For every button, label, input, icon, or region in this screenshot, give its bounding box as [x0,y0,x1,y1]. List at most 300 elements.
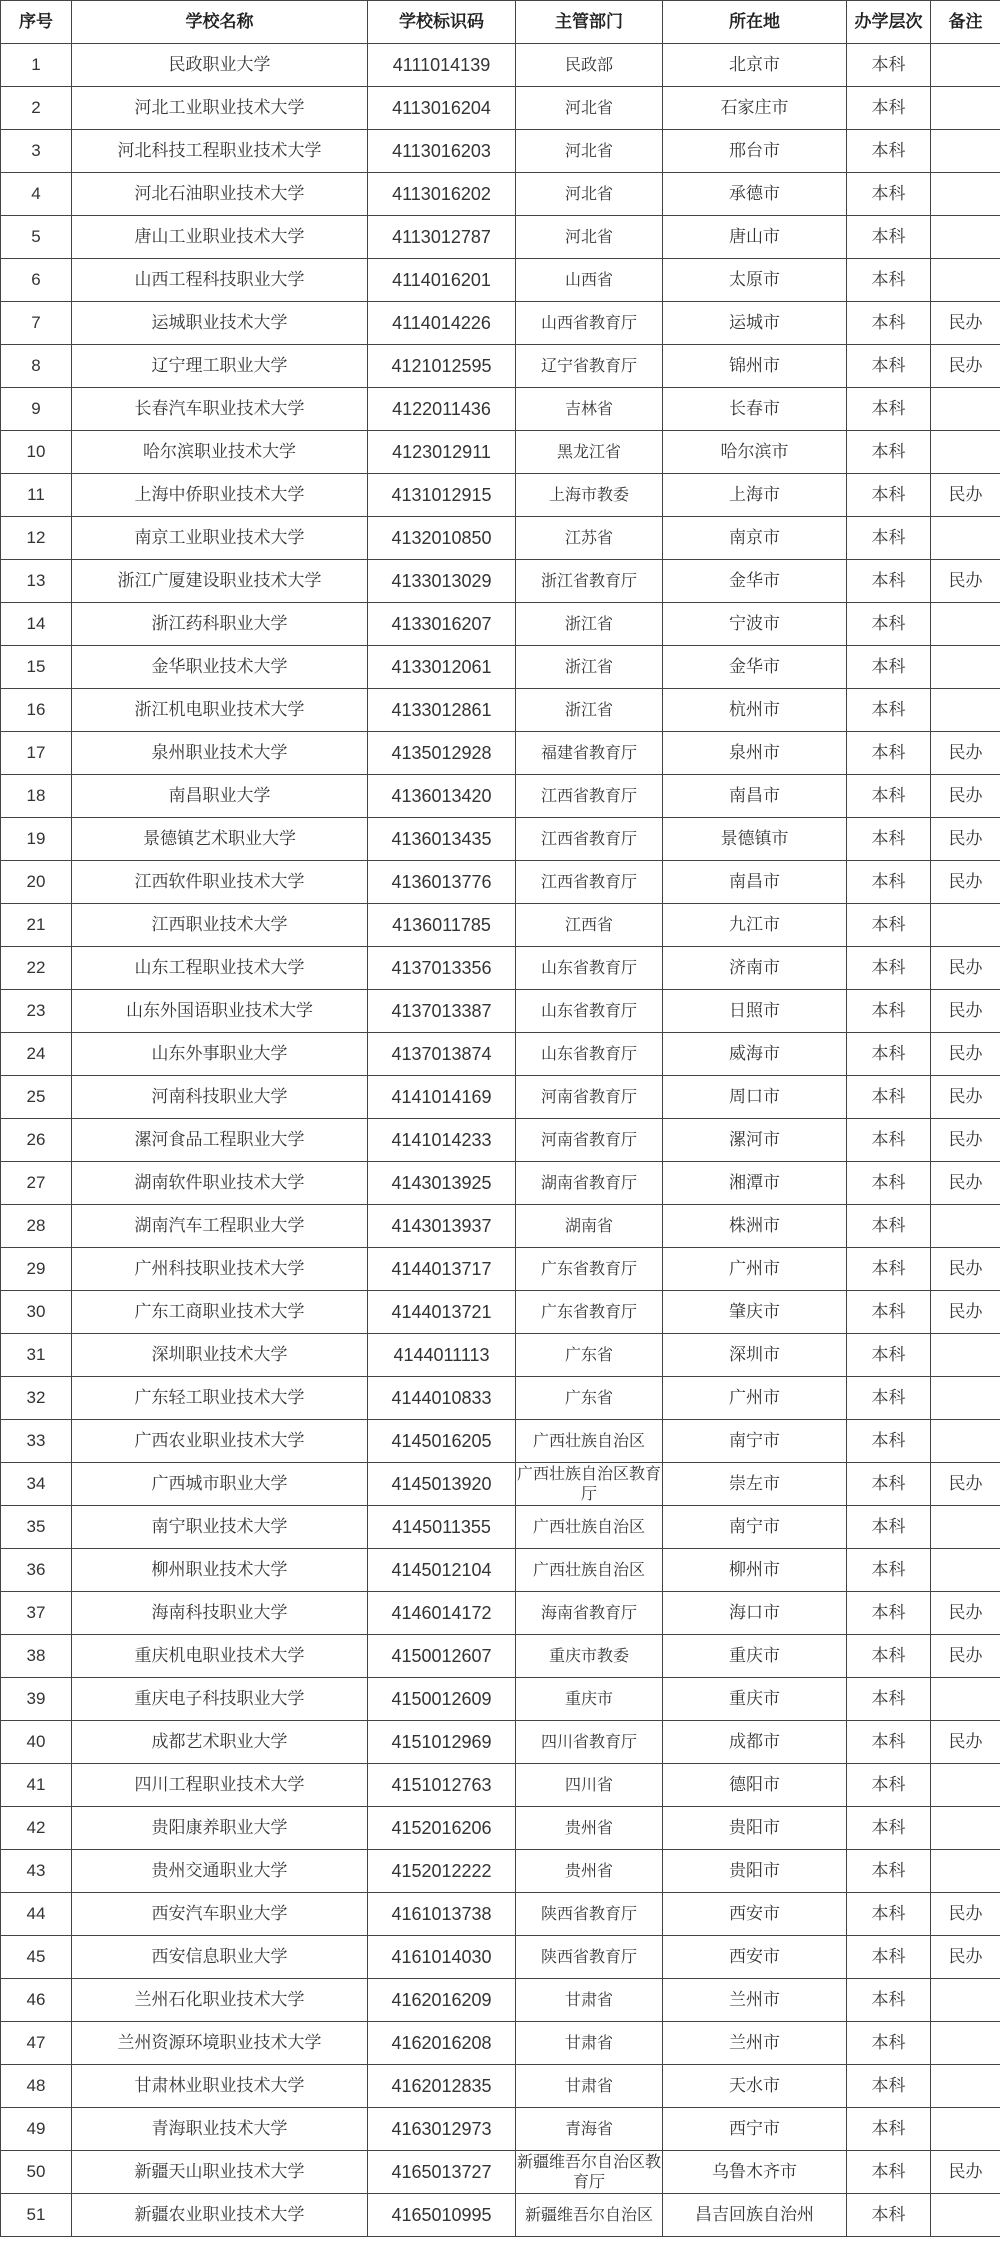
cell-remarks: 民办 [931,861,1000,904]
cell-school-name: 广东工商职业技术大学 [72,1291,368,1334]
table-row [1,689,1000,732]
cell-school-code: 4150012607 [368,1635,516,1678]
cell-location: 南宁市 [663,1420,847,1463]
cell-school-code: 4144011113 [368,1334,516,1377]
cell-index: 7 [1,302,72,345]
cell-location: 南京市 [663,517,847,560]
cell-department: 河北省 [516,130,663,173]
cell-level: 本科 [847,2151,931,2194]
cell-index: 33 [1,1420,72,1463]
cell-department: 河北省 [516,173,663,216]
table-row [1,1506,1000,1549]
header-school-code: 学校标识码 [368,1,516,44]
cell-department: 江西省教育厅 [516,775,663,818]
table-row [1,990,1000,1033]
cell-school-name: 西安信息职业大学 [72,1936,368,1979]
cell-index: 46 [1,1979,72,2022]
cell-level: 本科 [847,1205,931,1248]
cell-department: 辽宁省教育厅 [516,345,663,388]
cell-level: 本科 [847,44,931,87]
table-row [1,560,1000,603]
table-row [1,173,1000,216]
cell-school-code: 4165013727 [368,2151,516,2194]
cell-department: 福建省教育厅 [516,732,663,775]
cell-remarks: 民办 [931,1463,1000,1506]
cell-location: 承德市 [663,173,847,216]
cell-department: 江西省 [516,904,663,947]
table-row [1,1076,1000,1119]
cell-index: 26 [1,1119,72,1162]
cell-location: 天水市 [663,2065,847,2108]
cell-school-name: 深圳职业技术大学 [72,1334,368,1377]
cell-school-name: 河北工业职业技术大学 [72,87,368,130]
cell-level: 本科 [847,216,931,259]
cell-school-code: 4141014169 [368,1076,516,1119]
cell-school-code: 4152016206 [368,1807,516,1850]
cell-index: 25 [1,1076,72,1119]
cell-school-code: 4113016204 [368,87,516,130]
cell-school-code: 4113016202 [368,173,516,216]
cell-remarks [931,2108,1000,2151]
cell-index: 44 [1,1893,72,1936]
cell-school-name: 广州科技职业技术大学 [72,1248,368,1291]
cell-department: 甘肃省 [516,1979,663,2022]
cell-department: 吉林省 [516,388,663,431]
cell-level: 本科 [847,861,931,904]
cell-school-code: 4133012861 [368,689,516,732]
cell-remarks [931,1549,1000,1592]
table-row [1,302,1000,345]
cell-location: 广州市 [663,1377,847,1420]
cell-school-code: 4111014139 [368,44,516,87]
cell-department: 陕西省教育厅 [516,1936,663,1979]
cell-level: 本科 [847,1248,931,1291]
table-row [1,1549,1000,1592]
cell-index: 29 [1,1248,72,1291]
cell-level: 本科 [847,1635,931,1678]
cell-school-code: 4114014226 [368,302,516,345]
cell-school-code: 4162012835 [368,2065,516,2108]
cell-location: 重庆市 [663,1635,847,1678]
cell-department: 甘肃省 [516,2065,663,2108]
cell-index: 12 [1,517,72,560]
cell-level: 本科 [847,431,931,474]
cell-school-name: 辽宁理工职业大学 [72,345,368,388]
cell-school-code: 4137013874 [368,1033,516,1076]
cell-school-code: 4137013387 [368,990,516,1033]
cell-department: 河南省教育厅 [516,1076,663,1119]
cell-level: 本科 [847,1506,931,1549]
cell-remarks [931,216,1000,259]
cell-level: 本科 [847,474,931,517]
table-row [1,1764,1000,1807]
cell-location: 景德镇市 [663,818,847,861]
cell-location: 泉州市 [663,732,847,775]
cell-level: 本科 [847,345,931,388]
cell-location: 威海市 [663,1033,847,1076]
cell-level: 本科 [847,2194,931,2237]
cell-location: 株洲市 [663,1205,847,1248]
cell-remarks: 民办 [931,1076,1000,1119]
cell-school-name: 广西城市职业大学 [72,1463,368,1506]
cell-level: 本科 [847,1592,931,1635]
cell-remarks [931,87,1000,130]
cell-school-code: 4136013420 [368,775,516,818]
cell-location: 锦州市 [663,345,847,388]
cell-school-code: 4131012915 [368,474,516,517]
table-row [1,388,1000,431]
cell-location: 石家庄市 [663,87,847,130]
cell-level: 本科 [847,173,931,216]
cell-location: 北京市 [663,44,847,87]
cell-remarks [931,603,1000,646]
cell-location: 肇庆市 [663,1291,847,1334]
cell-school-code: 4145012104 [368,1549,516,1592]
cell-remarks: 民办 [931,1936,1000,1979]
cell-school-name: 金华职业技术大学 [72,646,368,689]
cell-location: 杭州市 [663,689,847,732]
cell-department: 广东省教育厅 [516,1248,663,1291]
cell-level: 本科 [847,1076,931,1119]
cell-location: 西安市 [663,1893,847,1936]
cell-department: 河南省教育厅 [516,1119,663,1162]
cell-department: 广东省 [516,1377,663,1420]
cell-remarks [931,517,1000,560]
cell-remarks [931,904,1000,947]
cell-location: 贵阳市 [663,1807,847,1850]
cell-index: 11 [1,474,72,517]
table-body [1,44,1000,2237]
cell-index: 43 [1,1850,72,1893]
cell-index: 40 [1,1721,72,1764]
cell-level: 本科 [847,1721,931,1764]
cell-index: 35 [1,1506,72,1549]
table-row [1,1162,1000,1205]
cell-remarks [931,1807,1000,1850]
cell-department: 山西省教育厅 [516,302,663,345]
cell-school-name: 西安汽车职业大学 [72,1893,368,1936]
cell-school-name: 南京工业职业技术大学 [72,517,368,560]
cell-school-code: 4163012973 [368,2108,516,2151]
cell-school-name: 漯河食品工程职业大学 [72,1119,368,1162]
cell-department: 广西壮族自治区教育厅 [516,1463,663,1506]
cell-level: 本科 [847,388,931,431]
cell-location: 昌吉回族自治州 [663,2194,847,2237]
cell-remarks: 民办 [931,1033,1000,1076]
cell-location: 唐山市 [663,216,847,259]
cell-remarks [931,646,1000,689]
table-row [1,861,1000,904]
cell-school-code: 4141014233 [368,1119,516,1162]
table-row [1,1334,1000,1377]
cell-school-name: 重庆机电职业技术大学 [72,1635,368,1678]
table-row [1,1033,1000,1076]
cell-remarks [931,173,1000,216]
cell-school-code: 4143013937 [368,1205,516,1248]
cell-remarks [931,1334,1000,1377]
table-row [1,2065,1000,2108]
cell-index: 36 [1,1549,72,1592]
cell-school-code: 4113012787 [368,216,516,259]
table-row [1,2194,1000,2237]
cell-location: 运城市 [663,302,847,345]
cell-department: 甘肃省 [516,2022,663,2065]
cell-index: 5 [1,216,72,259]
table-row [1,732,1000,775]
cell-index: 9 [1,388,72,431]
cell-department: 重庆市教委 [516,1635,663,1678]
cell-department: 浙江省 [516,603,663,646]
cell-department: 湖南省教育厅 [516,1162,663,1205]
cell-school-name: 四川工程职业技术大学 [72,1764,368,1807]
table-row [1,1807,1000,1850]
cell-remarks [931,388,1000,431]
cell-remarks: 民办 [931,1721,1000,1764]
cell-school-name: 甘肃林业职业技术大学 [72,2065,368,2108]
cell-level: 本科 [847,1549,931,1592]
cell-level: 本科 [847,2065,931,2108]
cell-school-code: 4165010995 [368,2194,516,2237]
cell-level: 本科 [847,1033,931,1076]
cell-level: 本科 [847,1893,931,1936]
cell-school-name: 运城职业技术大学 [72,302,368,345]
cell-school-name: 新疆农业职业技术大学 [72,2194,368,2237]
cell-remarks: 民办 [931,732,1000,775]
cell-remarks [931,1979,1000,2022]
cell-department: 江苏省 [516,517,663,560]
table-row [1,345,1000,388]
cell-location: 德阳市 [663,1764,847,1807]
cell-school-name: 唐山工业职业技术大学 [72,216,368,259]
cell-school-name: 浙江药科职业大学 [72,603,368,646]
cell-school-code: 4144013721 [368,1291,516,1334]
cell-remarks: 民办 [931,302,1000,345]
cell-location: 兰州市 [663,1979,847,2022]
cell-remarks: 民办 [931,345,1000,388]
cell-department: 贵州省 [516,1850,663,1893]
cell-location: 贵阳市 [663,1850,847,1893]
table-row [1,431,1000,474]
cell-remarks [931,44,1000,87]
cell-department: 贵州省 [516,1807,663,1850]
table-row [1,1721,1000,1764]
cell-school-code: 4150012609 [368,1678,516,1721]
cell-school-name: 江西软件职业技术大学 [72,861,368,904]
cell-index: 45 [1,1936,72,1979]
cell-department: 新疆维吾尔自治区教育厅 [516,2151,663,2194]
cell-remarks [931,1377,1000,1420]
cell-school-code: 4133012061 [368,646,516,689]
cell-department: 江西省教育厅 [516,861,663,904]
header-school-name: 学校名称 [72,1,368,44]
cell-department: 黑龙江省 [516,431,663,474]
cell-location: 广州市 [663,1248,847,1291]
cell-school-code: 4121012595 [368,345,516,388]
header-remarks: 备注 [931,1,1000,44]
cell-remarks [931,130,1000,173]
cell-remarks [931,1764,1000,1807]
header-level: 办学层次 [847,1,931,44]
cell-school-name: 广东轻工职业技术大学 [72,1377,368,1420]
cell-school-name: 贵阳康养职业大学 [72,1807,368,1850]
cell-school-name: 成都艺术职业大学 [72,1721,368,1764]
cell-location: 重庆市 [663,1678,847,1721]
table-row [1,1893,1000,1936]
cell-location: 成都市 [663,1721,847,1764]
cell-department: 四川省教育厅 [516,1721,663,1764]
cell-level: 本科 [847,646,931,689]
cell-school-name: 青海职业技术大学 [72,2108,368,2151]
table-row [1,775,1000,818]
cell-location: 崇左市 [663,1463,847,1506]
cell-school-code: 4122011436 [368,388,516,431]
cell-location: 日照市 [663,990,847,1033]
cell-school-name: 景德镇艺术职业大学 [72,818,368,861]
cell-location: 南昌市 [663,861,847,904]
cell-remarks [931,431,1000,474]
cell-school-code: 4136011785 [368,904,516,947]
cell-department: 浙江省 [516,689,663,732]
cell-remarks: 民办 [931,775,1000,818]
cell-school-name: 重庆电子科技职业大学 [72,1678,368,1721]
cell-index: 17 [1,732,72,775]
cell-index: 1 [1,44,72,87]
cell-level: 本科 [847,87,931,130]
cell-index: 47 [1,2022,72,2065]
cell-school-code: 4144010833 [368,1377,516,1420]
cell-remarks [931,1420,1000,1463]
cell-location: 上海市 [663,474,847,517]
cell-school-code: 4133016207 [368,603,516,646]
cell-department: 浙江省 [516,646,663,689]
header-location: 所在地 [663,1,847,44]
cell-index: 14 [1,603,72,646]
cell-school-code: 4136013435 [368,818,516,861]
cell-remarks [931,1205,1000,1248]
table-row [1,1248,1000,1291]
cell-location: 西宁市 [663,2108,847,2151]
cell-level: 本科 [847,302,931,345]
cell-location: 西安市 [663,1936,847,1979]
cell-school-name: 海南科技职业大学 [72,1592,368,1635]
cell-school-name: 山西工程科技职业大学 [72,259,368,302]
table-row [1,904,1000,947]
cell-department: 新疆维吾尔自治区 [516,2194,663,2237]
cell-department: 青海省 [516,2108,663,2151]
cell-department: 山东省教育厅 [516,1033,663,1076]
cell-school-name: 上海中侨职业技术大学 [72,474,368,517]
table-row [1,1678,1000,1721]
cell-remarks [931,2022,1000,2065]
cell-school-name: 河南科技职业大学 [72,1076,368,1119]
cell-index: 38 [1,1635,72,1678]
table-row [1,1119,1000,1162]
cell-school-name: 哈尔滨职业技术大学 [72,431,368,474]
cell-school-code: 4114016201 [368,259,516,302]
cell-school-name: 山东外事职业大学 [72,1033,368,1076]
cell-remarks [931,689,1000,732]
table-row [1,1205,1000,1248]
table-row [1,44,1000,87]
table-row [1,1979,1000,2022]
cell-index: 22 [1,947,72,990]
cell-level: 本科 [847,130,931,173]
cell-remarks [931,1506,1000,1549]
cell-location: 乌鲁木齐市 [663,2151,847,2194]
cell-department: 广西壮族自治区 [516,1549,663,1592]
cell-location: 宁波市 [663,603,847,646]
cell-school-name: 浙江广厦建设职业技术大学 [72,560,368,603]
cell-level: 本科 [847,1291,931,1334]
cell-index: 51 [1,2194,72,2237]
cell-index: 32 [1,1377,72,1420]
cell-school-name: 泉州职业技术大学 [72,732,368,775]
cell-school-code: 4162016208 [368,2022,516,2065]
cell-remarks: 民办 [931,474,1000,517]
cell-department: 山东省教育厅 [516,990,663,1033]
cell-index: 49 [1,2108,72,2151]
cell-level: 本科 [847,1678,931,1721]
cell-school-name: 山东工程职业技术大学 [72,947,368,990]
cell-remarks: 民办 [931,947,1000,990]
cell-index: 30 [1,1291,72,1334]
cell-department: 重庆市 [516,1678,663,1721]
cell-school-code: 4161014030 [368,1936,516,1979]
cell-school-name: 南昌职业大学 [72,775,368,818]
header-department: 主管部门 [516,1,663,44]
cell-department: 上海市教委 [516,474,663,517]
cell-index: 16 [1,689,72,732]
cell-remarks: 民办 [931,1119,1000,1162]
cell-level: 本科 [847,517,931,560]
cell-remarks: 民办 [931,818,1000,861]
table-row [1,474,1000,517]
cell-school-code: 4137013356 [368,947,516,990]
cell-department: 山东省教育厅 [516,947,663,990]
cell-remarks [931,259,1000,302]
table-row [1,216,1000,259]
cell-school-code: 4143013925 [368,1162,516,1205]
cell-school-code: 4132010850 [368,517,516,560]
cell-school-code: 4145011355 [368,1506,516,1549]
cell-department: 海南省教育厅 [516,1592,663,1635]
table-row [1,2022,1000,2065]
cell-department: 湖南省 [516,1205,663,1248]
cell-index: 3 [1,130,72,173]
cell-school-code: 4161013738 [368,1893,516,1936]
table-header-row [1,1,1000,44]
cell-level: 本科 [847,689,931,732]
table-row [1,1936,1000,1979]
cell-level: 本科 [847,1119,931,1162]
table-row [1,2151,1000,2194]
cell-index: 42 [1,1807,72,1850]
cell-school-code: 4113016203 [368,130,516,173]
cell-school-name: 兰州资源环境职业技术大学 [72,2022,368,2065]
cell-index: 19 [1,818,72,861]
cell-remarks [931,2065,1000,2108]
cell-level: 本科 [847,1764,931,1807]
cell-level: 本科 [847,603,931,646]
cell-location: 哈尔滨市 [663,431,847,474]
cell-location: 海口市 [663,1592,847,1635]
cell-index: 13 [1,560,72,603]
cell-location: 金华市 [663,560,847,603]
cell-level: 本科 [847,1463,931,1506]
cell-level: 本科 [847,1936,931,1979]
cell-department: 浙江省教育厅 [516,560,663,603]
cell-location: 漯河市 [663,1119,847,1162]
